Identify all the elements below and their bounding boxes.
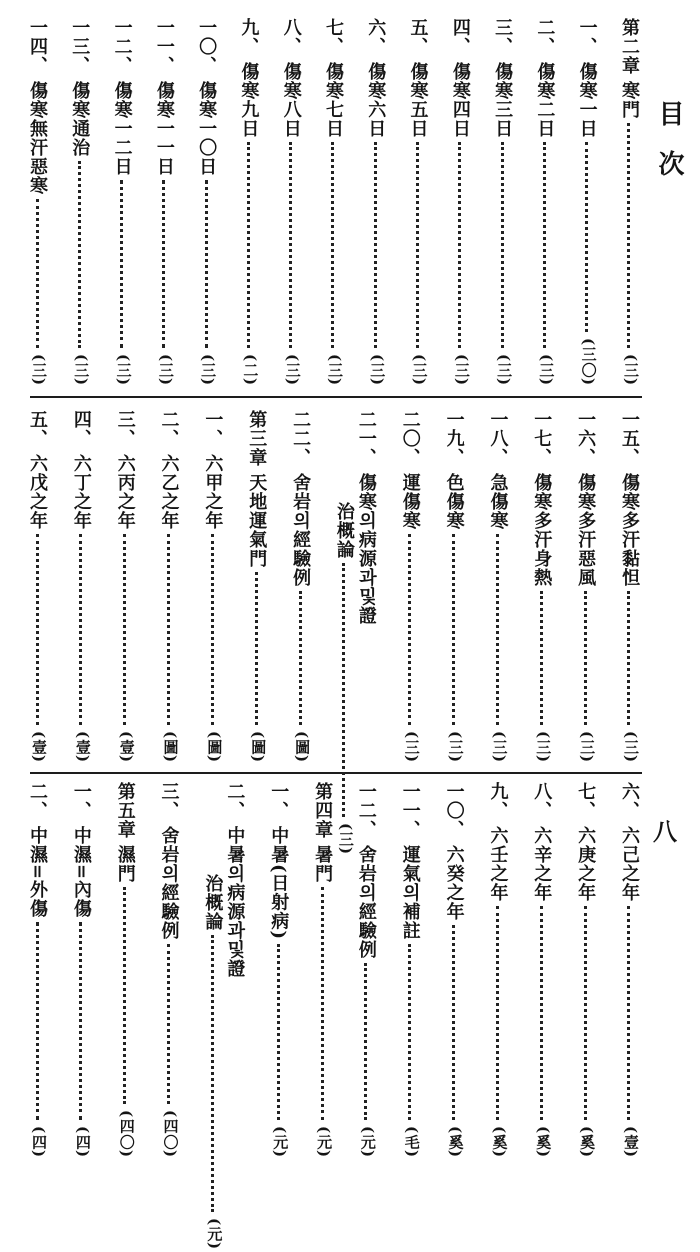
entry-title-continued: 治概論 — [202, 874, 224, 931]
entry-number: 六、 — [618, 782, 640, 820]
entry-page: ( 壹 ) — [620, 1124, 638, 1160]
entry-title: 傷寒二日 — [534, 62, 556, 138]
toc-entry — [160, 410, 178, 765]
dot-leader — [289, 142, 292, 348]
toc-entry — [324, 18, 342, 388]
entry-title: 中濕=外傷 — [27, 826, 48, 919]
page-number: 八 — [653, 817, 677, 846]
toc-entry — [620, 782, 638, 1160]
entry-number: 一八、 — [487, 410, 509, 467]
entry-number: 一〇、 — [443, 782, 465, 839]
entry-title: 傷寒의病源과및證 — [355, 473, 377, 625]
entry-page: ( 壹 ) — [72, 729, 90, 765]
toc-entry — [69, 18, 91, 388]
entry-title: 傷寒七日 — [322, 62, 344, 138]
dot-leader — [627, 591, 630, 725]
toc-entry — [575, 410, 597, 765]
entry-number: 五、 — [407, 18, 429, 56]
entry-title: 色傷寒 — [443, 473, 465, 530]
toc-entry-line — [365, 18, 387, 388]
entry-page: ( 毛 ) — [401, 1124, 419, 1160]
entry-title: 傷寒一〇日 — [196, 81, 218, 176]
toc-entry-line — [531, 782, 553, 1160]
toc-entry — [160, 782, 178, 1160]
entry-page: ( 三 ) — [620, 729, 638, 765]
entry-number: 九、 — [487, 782, 509, 820]
entry-number: 二〇、 — [399, 410, 421, 467]
toc-entry — [620, 410, 638, 765]
toc-entry-line — [28, 782, 46, 1160]
toc-entry-line — [531, 410, 553, 765]
dot-leader — [543, 142, 546, 348]
toc-entry — [401, 410, 419, 765]
toc-entry-line — [160, 410, 178, 765]
entry-number: 二、 — [27, 782, 48, 820]
entry-page: ( 三 ) — [576, 729, 594, 765]
toc-entry-line — [155, 18, 173, 388]
entry-page: ( 圖 ) — [291, 729, 309, 765]
toc-entry-line — [116, 782, 134, 1160]
entry-page: ( 二 ) — [239, 352, 257, 388]
toc-entry — [365, 18, 387, 388]
entry-page: ( 圖 ) — [203, 729, 221, 765]
entry-title: 六丁之年 — [70, 454, 92, 530]
toc-entry-line — [224, 782, 246, 1160]
entry-number: 七、 — [575, 782, 597, 820]
entry-title: 暑門 — [312, 845, 334, 883]
dot-leader — [247, 142, 250, 348]
entry-title: 傷寒六日 — [365, 62, 387, 138]
dot-leader — [374, 142, 377, 348]
entry-number: 一二、 — [355, 782, 377, 839]
entry-title: 傷寒通治 — [69, 81, 91, 157]
entry-number: 第三章 — [246, 410, 268, 467]
dot-leader — [585, 142, 588, 332]
dot-leader — [79, 534, 82, 725]
dot-leader — [452, 925, 455, 1120]
dot-leader — [167, 534, 170, 725]
toc-columns — [27, 782, 640, 1242]
entry-number: 二一、 — [355, 410, 377, 467]
dot-leader — [540, 906, 543, 1120]
entry-number: 一、 — [202, 410, 224, 448]
dot-leader — [540, 591, 543, 725]
entry-title: 傷寒九日 — [238, 62, 260, 138]
dot-leader — [205, 180, 208, 348]
entry-title: 傷寒一二日 — [111, 81, 133, 176]
entry-page: ( 三 ) — [335, 821, 353, 857]
entry-number: 一五、 — [618, 410, 640, 467]
toc-entry-line — [620, 18, 638, 388]
toc-entry — [28, 18, 46, 388]
entry-number: 一、 — [268, 782, 290, 820]
toc-chapter — [312, 782, 334, 1160]
entry-page: ( 三〇 ) — [578, 336, 596, 388]
toc-entry-continuation — [202, 782, 224, 1252]
toc-entry-line — [445, 782, 463, 1160]
entry-page: ( 元 ) — [269, 1124, 287, 1160]
entry-page: ( 三 ) — [366, 352, 384, 388]
dot-leader — [627, 906, 630, 1120]
entry-number: 一九、 — [443, 410, 465, 467]
toc-entry — [492, 18, 514, 388]
dot-leader — [331, 142, 334, 348]
toc-entry-line — [575, 410, 597, 765]
toc-entry-line — [116, 410, 134, 765]
toc-entry — [409, 18, 427, 388]
entry-page: ( 三 ) — [493, 352, 511, 388]
entry-title: 急傷寒 — [487, 473, 509, 530]
entry-page: ( 三 ) — [282, 352, 300, 388]
entry-number: 第四章 — [312, 782, 334, 839]
entry-page: ( 三 ) — [620, 352, 638, 388]
entry-page: ( 奚 ) — [488, 1124, 506, 1160]
entry-number: 四、 — [449, 18, 471, 56]
toc-entry-line — [578, 18, 596, 388]
entry-title: 寒門 — [618, 81, 640, 119]
toc-entry — [72, 782, 90, 1160]
running-title: 目次 — [654, 100, 684, 200]
entry-page: ( 奚 ) — [576, 1124, 594, 1160]
dot-leader — [123, 887, 126, 1104]
entry-number: 一、 — [576, 18, 598, 56]
entry-number: 八、 — [280, 18, 302, 56]
toc-entry-line — [620, 782, 638, 1160]
toc-entry-line — [409, 18, 427, 388]
toc-section — [27, 782, 640, 1242]
dot-leader — [79, 922, 82, 1120]
entry-number: 八、 — [531, 782, 553, 820]
toc-entry — [401, 782, 419, 1160]
dot-leader — [627, 123, 630, 348]
entry-title: 中暑(日射病) — [268, 826, 290, 941]
toc-entry-line — [487, 782, 509, 1160]
entry-number: 三、 — [114, 410, 136, 448]
entry-title: 舍岩의經驗例 — [158, 826, 180, 940]
entry-number: 一七、 — [531, 410, 553, 467]
toc-entry — [238, 18, 260, 388]
entry-page: ( 三 ) — [324, 352, 342, 388]
entry-number: 一三、 — [69, 18, 91, 75]
entry-page: ( 三 ) — [445, 729, 463, 765]
dot-leader — [496, 534, 499, 725]
toc-entry — [202, 410, 224, 765]
dot-leader — [452, 534, 455, 725]
toc-entry — [487, 782, 509, 1160]
toc-entry-line — [246, 410, 268, 765]
toc-entry — [196, 18, 218, 388]
entry-page: ( 圖 ) — [247, 729, 265, 765]
entry-number: 一〇、 — [196, 18, 218, 75]
entry-title: 中暑의病源과및證 — [224, 826, 246, 978]
toc-entry-line — [72, 782, 90, 1160]
toc-entry-line — [28, 18, 46, 388]
toc-columns — [28, 18, 638, 388]
entry-title: 濕門 — [114, 845, 136, 883]
entry-page: ( 三 ) — [28, 352, 46, 388]
entry-title: 運傷寒 — [399, 473, 421, 530]
toc-entry — [445, 410, 463, 765]
entry-title: 六壬之年 — [487, 826, 509, 902]
toc-entry — [290, 410, 312, 765]
toc-entry — [445, 782, 463, 1160]
toc-entry-line — [357, 410, 375, 765]
toc-entry-line — [196, 18, 218, 388]
dot-leader — [277, 944, 280, 1120]
dot-leader — [211, 534, 214, 725]
toc-entry-line — [534, 18, 556, 388]
entry-number: 一二、 — [111, 18, 133, 75]
entry-title: 傷寒多汗身熱 — [531, 473, 553, 587]
toc-entry-line — [238, 18, 260, 388]
entry-page: ( 元 ) — [357, 1124, 375, 1160]
toc-entry — [451, 18, 469, 388]
entry-title: 舍岩의經驗例 — [355, 845, 377, 959]
entry-title: 傷寒五日 — [407, 62, 429, 138]
toc-entry-line — [69, 18, 91, 388]
toc-entry — [575, 782, 597, 1160]
entry-number: 六、 — [365, 18, 387, 56]
entry-page: ( 壹 ) — [116, 729, 134, 765]
entry-title: 傷寒三日 — [492, 62, 514, 138]
toc-entry-line — [575, 782, 597, 1160]
entry-page: ( 三 ) — [535, 352, 553, 388]
toc-entry-line — [492, 18, 514, 388]
entry-title: 傷寒多汗黏怛 — [618, 473, 640, 587]
entry-title: 中濕=內傷 — [70, 826, 92, 919]
entry-number: 九、 — [238, 18, 260, 56]
entry-page: ( 三 ) — [409, 352, 427, 388]
toc-entry — [487, 410, 509, 765]
entry-number: 第二章 — [618, 18, 640, 75]
dot-leader — [123, 534, 126, 725]
entry-number: 第五章 — [114, 782, 136, 839]
entry-page: ( 元 ) — [313, 1124, 331, 1160]
toc-entry-line — [357, 782, 375, 1160]
toc-entry — [268, 782, 290, 1160]
dot-leader — [458, 142, 461, 348]
toc-entry-line — [202, 410, 224, 765]
entry-title: 天地運氣門 — [246, 473, 268, 568]
toc-entry — [155, 18, 173, 388]
toc-entry — [113, 18, 131, 388]
dot-leader — [120, 180, 123, 348]
toc-chapter — [620, 18, 638, 388]
entry-number: 一、 — [70, 782, 92, 820]
entry-title: 六己之年 — [618, 826, 640, 902]
entry-page: ( 三 ) — [488, 729, 506, 765]
entry-title: 六甲之年 — [202, 454, 224, 530]
toc-entry-line — [445, 410, 463, 765]
entry-page: ( 三 ) — [401, 729, 419, 765]
entry-number: 二二、 — [290, 410, 312, 467]
toc-chapter — [116, 782, 134, 1160]
toc-entry-line — [620, 410, 638, 765]
entry-page: ( 三 ) — [70, 352, 88, 388]
toc-entry-line — [160, 782, 178, 1160]
dot-leader — [167, 944, 170, 1104]
toc-entry-line — [401, 410, 419, 765]
dot-leader — [162, 180, 165, 348]
entry-page: ( 四 ) — [72, 1124, 90, 1160]
entry-page: ( 奚 ) — [532, 1124, 550, 1160]
entry-page: ( 三 ) — [451, 352, 469, 388]
entry-page: ( 三 ) — [532, 729, 550, 765]
toc-entry-line — [268, 782, 290, 1160]
dot-leader — [78, 161, 81, 348]
entry-number: 二、 — [158, 410, 180, 448]
entry-number: 二、 — [534, 18, 556, 56]
entry-page: ( 圖 ) — [160, 729, 178, 765]
toc-entry — [282, 18, 300, 388]
entry-title: 六丙之年 — [114, 454, 136, 530]
toc-entry — [357, 782, 375, 1160]
entry-page: ( 四〇 ) — [116, 1108, 134, 1160]
dot-leader — [408, 534, 411, 725]
dot-leader — [36, 199, 39, 348]
entry-page: ( 壹 ) — [28, 729, 46, 765]
entry-title: 傷寒一日 — [576, 62, 598, 138]
entry-page: ( 四 ) — [28, 1124, 46, 1160]
dot-leader — [299, 591, 302, 725]
dot-leader — [501, 142, 504, 348]
entry-number: 三、 — [158, 782, 180, 820]
dot-leader — [321, 887, 324, 1120]
toc-entry — [72, 410, 90, 765]
entry-title: 傷寒八日 — [280, 62, 302, 138]
entry-number: 一六、 — [575, 410, 597, 467]
entry-page: ( 奚 ) — [445, 1124, 463, 1160]
dot-leader — [342, 563, 345, 817]
toc-entry — [116, 410, 134, 765]
entry-title: 傷寒四日 — [449, 62, 471, 138]
dot-leader — [255, 572, 258, 725]
toc-entry-line — [487, 410, 509, 765]
entry-number: 四、 — [70, 410, 92, 448]
toc-chapter — [246, 410, 268, 765]
toc-entry-line — [312, 782, 334, 1160]
entry-number: 一一、 — [399, 782, 421, 839]
toc-entry — [28, 410, 46, 765]
toc-entry — [534, 18, 556, 388]
entry-page: ( 四〇 ) — [160, 1108, 178, 1160]
section-divider — [30, 396, 642, 398]
entry-page: ( 三 ) — [113, 352, 131, 388]
dot-leader — [584, 906, 587, 1120]
toc-entry-line — [282, 18, 300, 388]
entry-title-continued: 治概論 — [333, 502, 355, 559]
toc-entry — [531, 410, 553, 765]
toc-section — [28, 18, 638, 388]
toc-entry-line — [451, 18, 469, 388]
toc-entry-line — [113, 18, 131, 388]
dot-leader — [36, 534, 39, 725]
toc-entry-line — [324, 18, 342, 388]
entry-number: 七、 — [322, 18, 344, 56]
toc-entry-line — [290, 410, 312, 765]
entry-title: 六辛之年 — [531, 826, 553, 902]
entry-title: 傷寒無汗惡寒 — [27, 81, 48, 195]
dot-leader — [416, 142, 419, 348]
entry-title: 六癸之年 — [443, 845, 465, 921]
dot-leader — [36, 922, 39, 1120]
dot-leader — [584, 591, 587, 725]
toc-entry — [578, 18, 596, 388]
toc-entry — [202, 782, 246, 1242]
toc-entry-line — [28, 410, 46, 765]
entry-number: 一四、 — [27, 18, 48, 75]
toc-entry-line — [72, 410, 90, 765]
entry-page: ( 元 ) — [203, 1216, 221, 1252]
dot-leader — [496, 906, 499, 1120]
dot-leader — [408, 944, 411, 1120]
entry-page: ( 三 ) — [197, 352, 215, 388]
entry-number: 一一、 — [153, 18, 175, 75]
entry-title: 舍岩의經驗例 — [290, 473, 312, 587]
toc-entry-line — [401, 782, 419, 1160]
dot-leader — [364, 963, 367, 1120]
entry-title: 運氣의補註 — [399, 845, 421, 940]
toc-entry — [28, 782, 46, 1160]
dot-leader — [211, 935, 214, 1212]
entry-number: 三、 — [492, 18, 514, 56]
entry-title: 傷寒一一日 — [153, 81, 175, 176]
toc-entry — [531, 782, 553, 1160]
entry-title: 六乙之年 — [158, 454, 180, 530]
entry-title: 傷寒多汗惡風 — [575, 473, 597, 587]
entry-title: 六庚之年 — [575, 826, 597, 902]
entry-number: 五、 — [27, 410, 48, 448]
entry-page: ( 三 ) — [155, 352, 173, 388]
entry-number: 二、 — [224, 782, 246, 820]
entry-title: 六戊之年 — [27, 454, 48, 530]
